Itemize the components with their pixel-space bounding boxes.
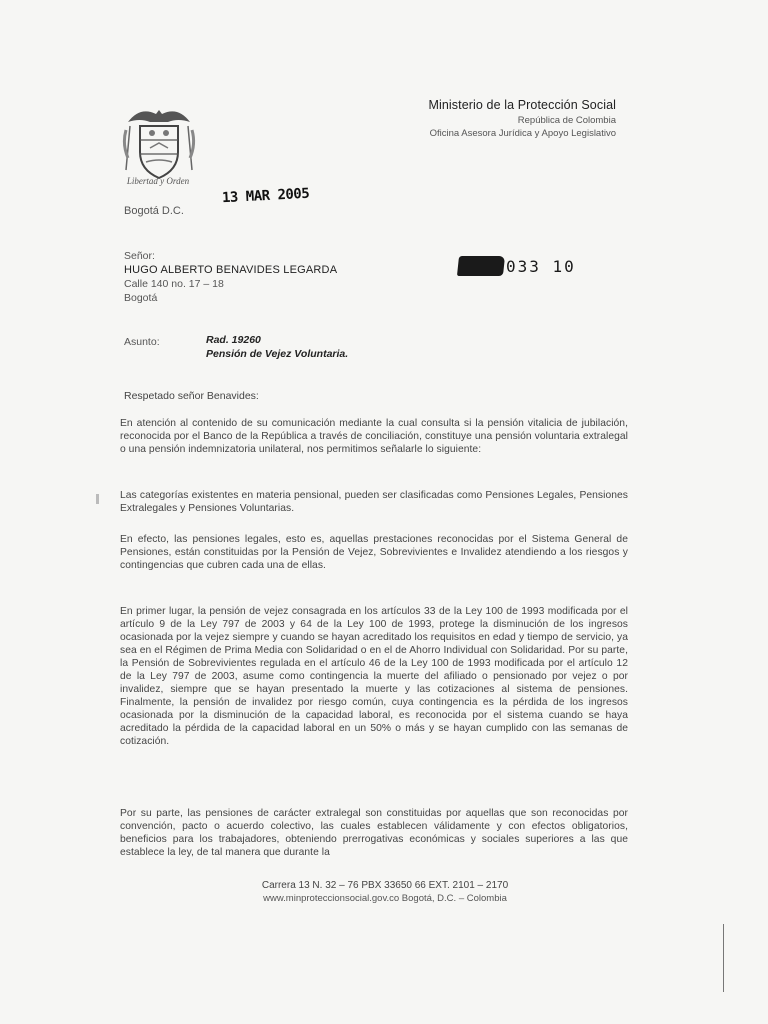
radicado-stamp [458,256,576,276]
footer-address: Carrera 13 N. 32 – 76 PBX 33650 66 EXT. 2101 – 2170 [261,880,509,891]
ministry-name: Ministerio de la Protección Social [428,98,616,112]
paragraph: Las categorías existentes en materia pensional, pueden ser clasificadas como Pensiones Legales, Pensiones Extralegales y Pensiones Voluntarias. [120,490,628,514]
ink-blot [457,256,505,276]
subject-label: Asunto: [124,336,160,348]
footer-website: www.minproteccionsocial.gov.co Bogotá, D.C. – Colombia [263,893,507,904]
recipient-salutation: Señor: [124,250,155,262]
recipient-block [124,249,337,305]
subject [206,333,348,361]
office-name: Oficina Asesora Jurídica y Apoyo Legislativo [429,128,616,139]
margin-mark [96,494,99,504]
paragraph: En efecto, las pensiones legales, esto es, aquellas prestaciones reconocidas por el Sistema General de Pensiones, están constituidas por la Pensión de Vejez, Sobrevivientes e Invalidez atendiendo a los riesgos y contingencias que cubren cada una de ellas. [120,534,628,571]
letterhead [360,98,616,139]
recipient-address: Calle 140 no. 17 – 18 [124,278,224,290]
radicado-number: 033 10 [506,256,576,276]
recipient-city: Bogotá [124,292,158,304]
recipient-name: HUGO ALBERTO BENAVIDES LEGARDA [124,264,338,276]
scan-artifact [723,924,724,992]
country-name: República de Colombia [517,115,616,126]
subject-line-1: Rad. 19260 [206,334,261,346]
footer [200,880,570,904]
greeting: Respetado señor Benavides: [124,390,259,402]
date-stamp: 13 MAR 2005 [221,185,310,207]
paragraph: En primer lugar, la pensión de vejez consagrada en los artículos 33 de la Ley 100 de 1993 modificada por el artículo 9 de la Ley 797 de 2003 y 64 de la Ley 100 de 1993, protege la disminución de los ingresos ocasionada por la vejez siempre y cuando se hayan acreditado los requisitos en edad y tiempo de servicio, ya sea en el Régimen de Prima Media con Solidaridad o en el de Ahorro Individual con Solidaridad. Por su parte, la Pensión de Sobrevivientes regulada en el artículo 46 de la Ley 100 de 1993 modificada por el artículo 12 de la Ley 797 de 2003, asume como contingencia la muerte del afiliado o pensionado por vejez o por invalidez, siempre que se hayan presentado la muerte y las cotizaciones al sistema de pensiones. Finalmente, la pensión de invalidez por riesgo común, cuya contingencia es la pérdida de los ingresos ocasionada por la disminución de la capacidad laboral, es reconocida por el sistema cuando se haya acreditado la pérdida de la capacidad laboral en un 50% o más y se hayan cumplido con las semanas de cotización. [120,606,628,747]
paragraph: En atención al contenido de su comunicación mediante la cual consulta si la pensión vitalicia de jubilación, reconocida por el Banco de la República a través de conciliación, constituye una pensión voluntaria extralegal o una pensión indemnizatoria unilateral, nos permitimos señalarle lo siguiente: [120,418,628,455]
crest-motto: Libertad y Orden [126,176,190,186]
paragraph: Por su parte, las pensiones de carácter extralegal son constituidas por aquellas que son reconocidas por convención, pacto o acuerdo colectivo, las cuales establecen válidamente y con efectos obligatorios, beneficios para los trabajadores, obteniendo prerrogativas económicas y sociales superiores a las que establece la ley, de tal manera que durante la [120,808,628,858]
subject-line-2: Pensión de Vejez Voluntaria. [206,348,349,360]
date-city: Bogotá D.C. [124,205,184,217]
